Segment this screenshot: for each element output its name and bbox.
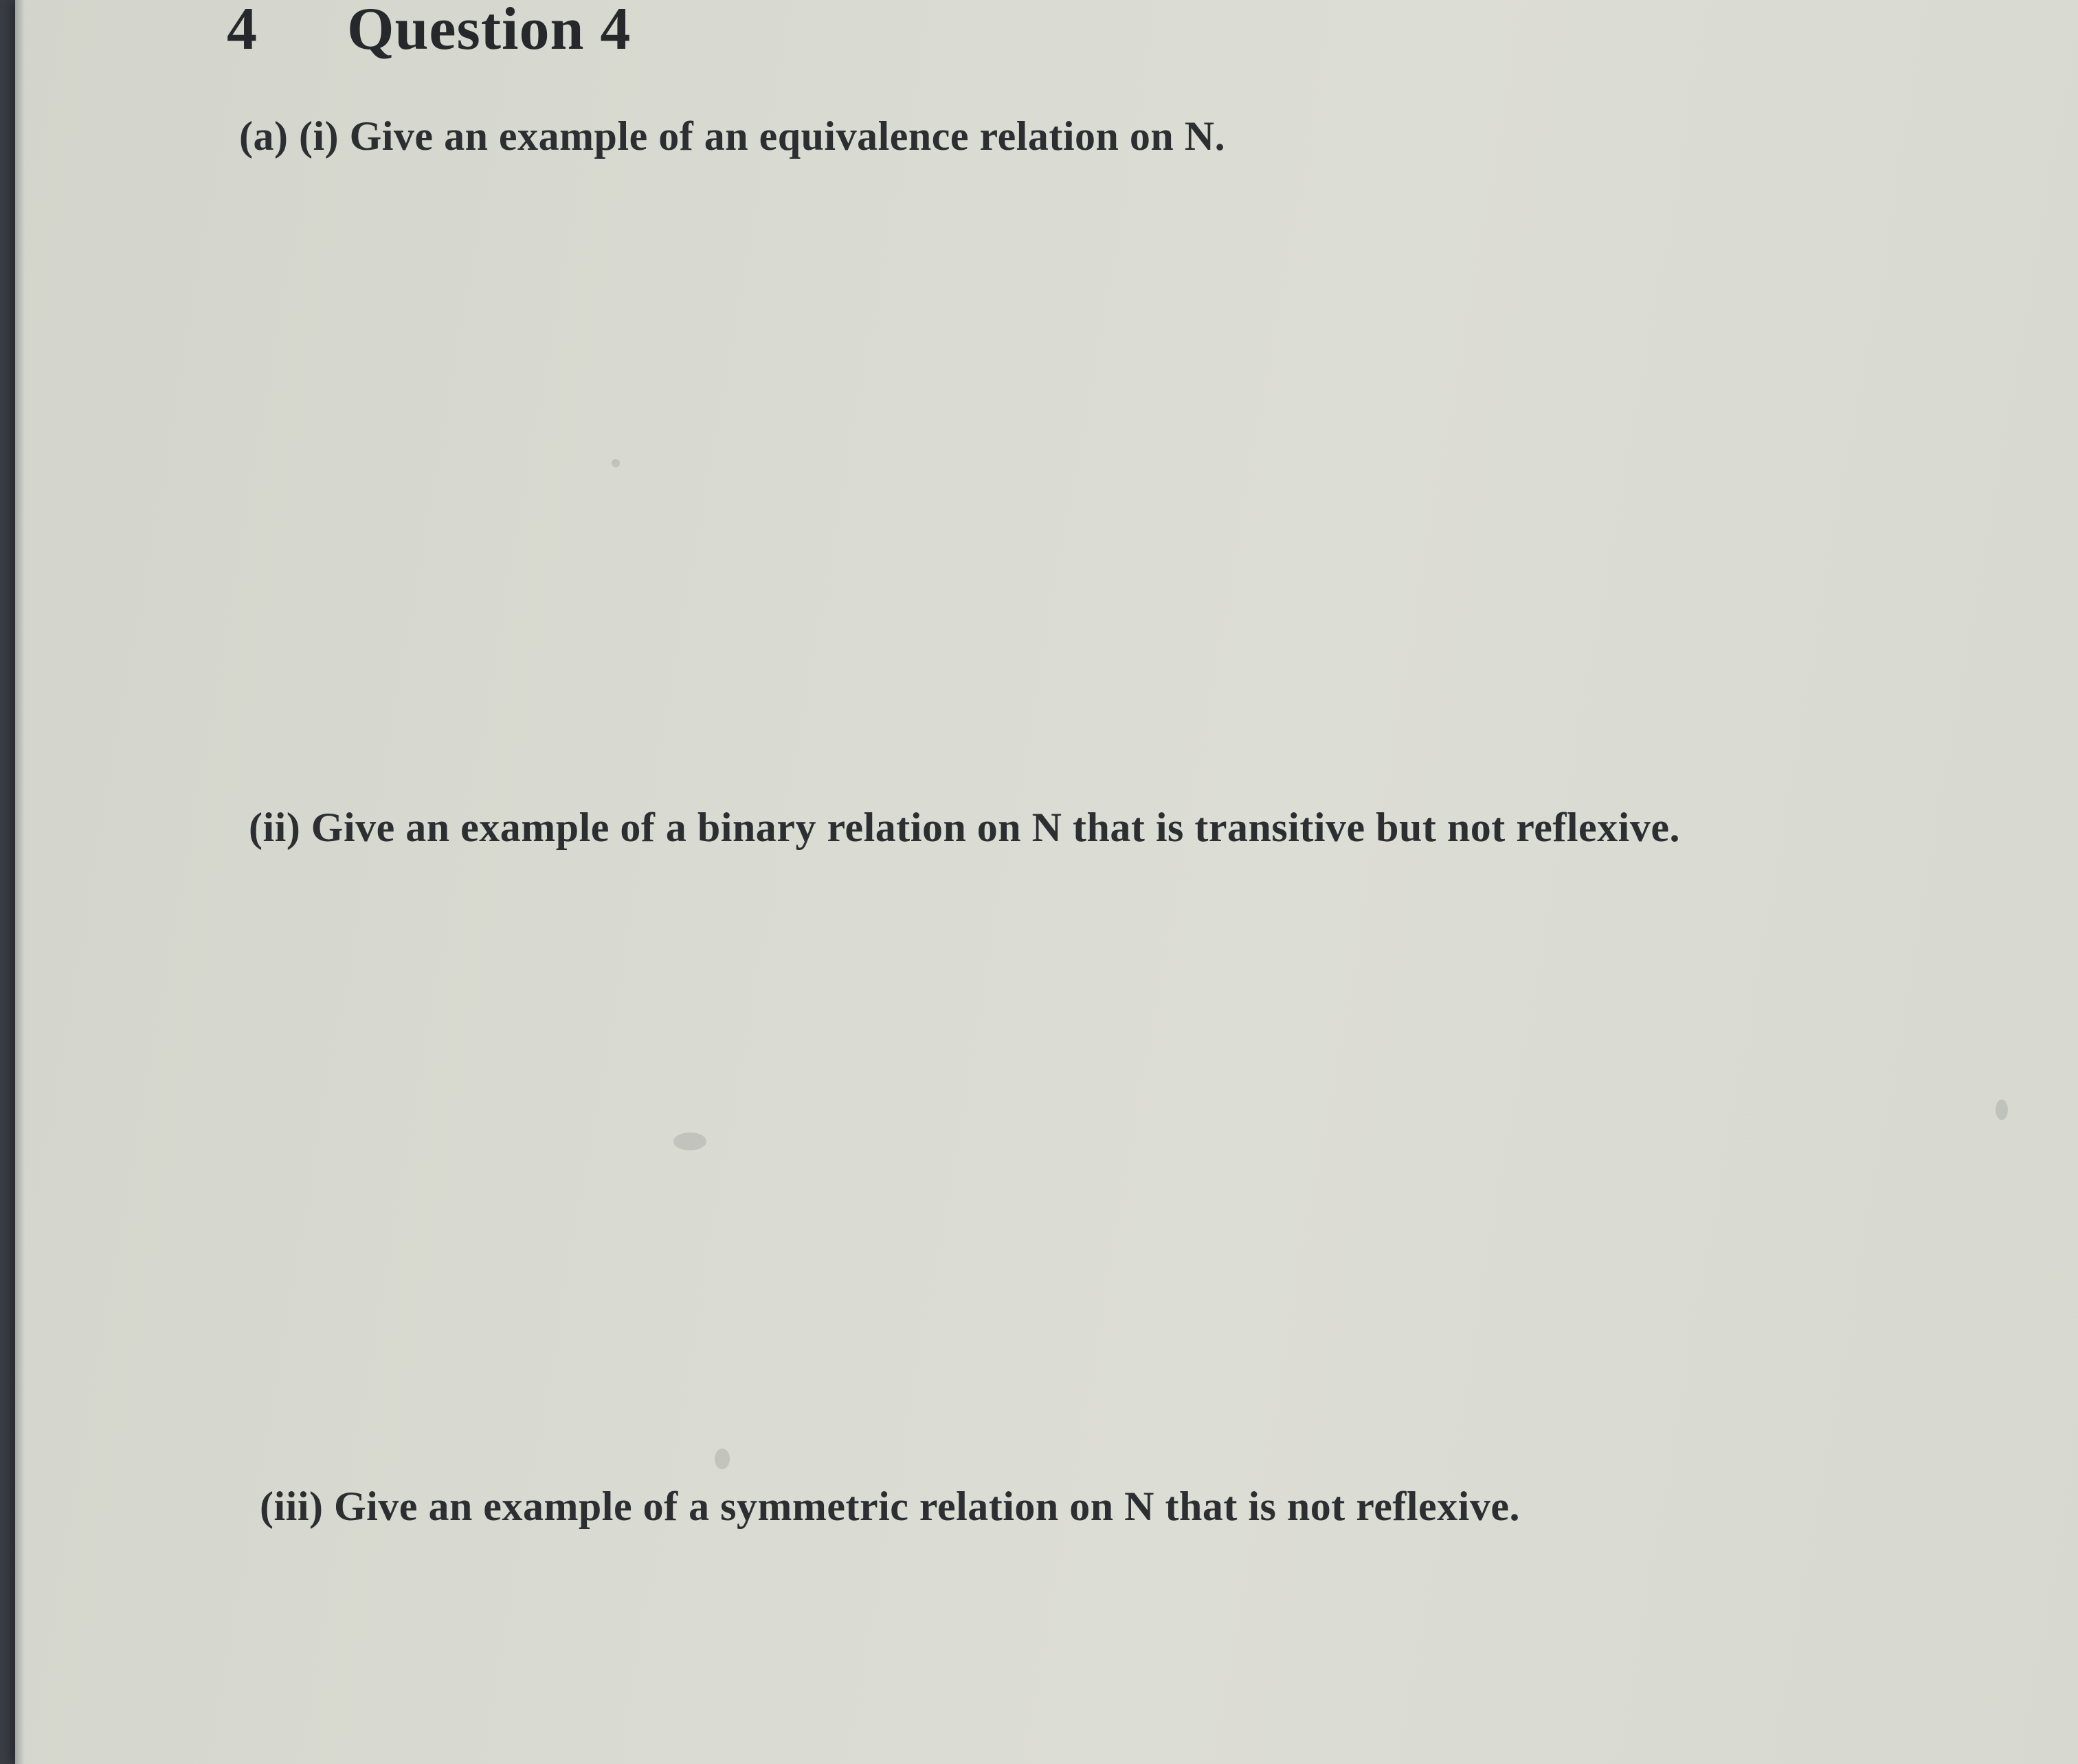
question-a-ii: (ii) Give an example of a binary relation on N that is transitive but not reflexive. bbox=[249, 805, 1680, 850]
question-a-iii: (iii) Give an example of a symmetric relation on N that is not reflexive. bbox=[260, 1484, 1520, 1529]
paper-smudge bbox=[612, 459, 620, 467]
paper-smudge bbox=[673, 1132, 706, 1150]
paper-sheet bbox=[15, 0, 2078, 1764]
question-a-i: (a) (i) Give an example of an equivalence relation on N. bbox=[239, 113, 1226, 159]
section-heading bbox=[227, 0, 631, 64]
paper-smudge bbox=[715, 1449, 730, 1469]
sheet-left-edge-shadow bbox=[15, 0, 25, 1764]
paper-smudge bbox=[1996, 1099, 2008, 1120]
section-number: 4 bbox=[227, 0, 258, 63]
section-title: Question 4 bbox=[347, 0, 632, 63]
